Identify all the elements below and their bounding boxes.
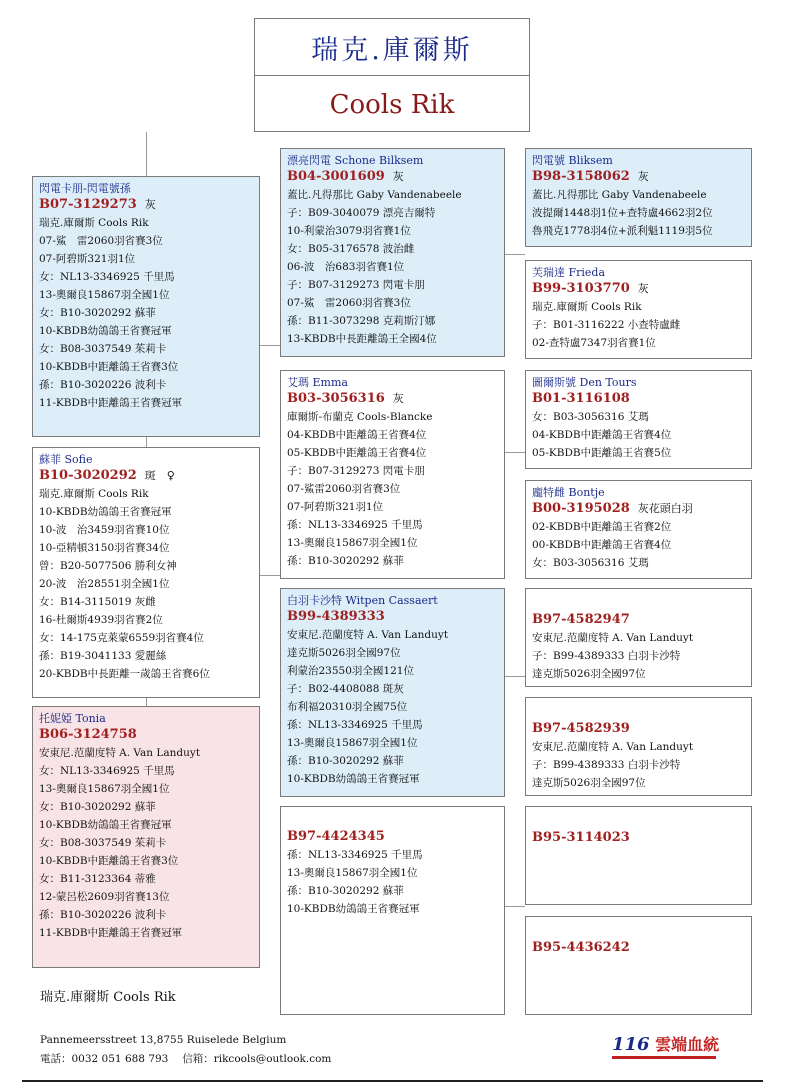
pedigree-line: 02-KBDB中距離鴿王省賽2位 (532, 521, 672, 533)
pedigree-line: 00-KBDB中距離鴿王省賽4位 (532, 539, 672, 551)
pedigree-line: 16-杜爾斯4939羽省賽2位 (39, 614, 163, 626)
pedigree-line: 10-KBDB幼鴿鴿王省賽冠軍 (39, 325, 172, 337)
pigeon-name: 漂亮閃電 Schone Bilksem (287, 154, 424, 167)
pedigree-line: 孫：B10-3020292 蘇菲 (287, 555, 404, 567)
pedigree-line: 女：14-175克萊蒙6559羽省賽4位 (39, 632, 204, 644)
ring-number: B95-3114023 (532, 830, 630, 845)
pedigree-line: 女：B11-3123364 蒂雅 (39, 873, 156, 885)
pedigree-box-ssd (525, 260, 752, 359)
ring-number: B99-4389333 (287, 609, 385, 624)
pedigree-line: 13-奧爾良15867羽全國1位 (287, 867, 418, 879)
connector-line (146, 132, 147, 176)
pedigree-line: 13-奧爾良15867羽全國1位 (287, 737, 418, 749)
ring-number: B97-4582947 (532, 612, 630, 627)
pedigree-line: 20-KBDB中長距離一歲鴿王省賽6位 (39, 668, 210, 680)
ring-number: B10-3020292 斑 ♀ (39, 468, 175, 483)
ring-number: B04-3001609 灰 (287, 169, 404, 184)
pedigree-line: 10-KBDB中距離鴿王省賽3位 (39, 855, 179, 867)
pedigree-line: 02-查特盧7347羽省賽1位 (532, 337, 656, 349)
title-box (254, 18, 530, 132)
pedigree-line: 11-KBDB中距離鴿王省賽冠軍 (39, 397, 183, 409)
pedigree-line: 安東尼.范蘭度特 A. Van Landuyt (532, 741, 694, 753)
pigeon-name: 圖爾斯號 Den Tours (532, 376, 637, 389)
pedigree-line: 利蒙治23550羽全國121位 (287, 665, 414, 677)
ring-number: B01-3116108 (532, 391, 630, 406)
pedigree-box-ddd (525, 916, 752, 1015)
pedigree-line: 布利福20310羽全國75位 (287, 701, 408, 713)
pedigree-line: 女：B10-3020292 蘇菲 (39, 307, 156, 319)
pedigree-line: 04-KBDB中距離鴿王省賽4位 (287, 429, 427, 441)
pedigree-line: 11-KBDB中距離鴿王省賽冠軍 (39, 927, 183, 939)
pedigree-line: 12-蒙呂松2609羽省賽13位 (39, 891, 170, 903)
pigeon-color: 灰花頭白羽 (637, 502, 693, 515)
pedigree-line: 孫：B10-3020226 波利卡 (39, 379, 167, 391)
pigeon-color: 灰 (637, 282, 649, 295)
pedigree-line: 10-KBDB幼鴿鴿王省賽冠軍 (39, 819, 172, 831)
pedigree-line: 達克斯5026羽全國97位 (532, 777, 646, 789)
pedigree-line: 女：NL13-3346925 千里馬 (39, 271, 175, 283)
pigeon-name: 托妮婭 Tonia (39, 712, 106, 725)
pedigree-box-sire-sire (280, 148, 505, 357)
pedigree-box-sire-dam (280, 370, 505, 579)
pedigree-line: 13-KBDB中長距離鴿王全國4位 (287, 333, 437, 345)
pigeon-color: 灰 (392, 392, 404, 405)
logo-underline (612, 1056, 716, 1059)
title-chinese: 瑞克.庫爾斯 (255, 19, 529, 76)
pigeon-name: 龐特雌 Bontje (532, 486, 605, 499)
pigeon-name: 芙瑞達 Frieda (532, 266, 606, 279)
pedigree-line: 10-KBDB幼鴿鴿王省賽冠軍 (287, 903, 420, 915)
pedigree-line: 05-KBDB中距離鴿王省賽4位 (287, 447, 427, 459)
connector-line (260, 345, 280, 346)
pedigree-line: 子：B99-4389333 白羽卡沙特 (532, 759, 681, 771)
pedigree-line: 女：NL13-3346925 千里馬 (39, 765, 175, 777)
pedigree-line: 波提爾1448羽1位+查特盧4662羽2位 (532, 207, 713, 219)
pigeon-color: 灰 (392, 170, 404, 183)
pigeon-color: 斑 ♀ (144, 469, 175, 482)
pedigree-box-sds (525, 370, 752, 469)
connector-line (146, 437, 147, 447)
pedigree-line: 蓋比.凡得那比 Gaby Vandenabeele (532, 189, 707, 201)
pedigree-line: 子：B07-3129273 閃電卡朋 (287, 279, 425, 291)
pedigree-line: 女：B03-3056316 艾瑪 (532, 557, 649, 569)
pigeon-name: 蘇菲 Sofie (39, 453, 93, 466)
ring-number: B03-3056316 灰 (287, 391, 404, 406)
pedigree-line: 女：B03-3056316 艾瑪 (532, 411, 649, 423)
pedigree-box-dam-dam (280, 806, 505, 1015)
pigeon-name: 閃電號 Bliksem (532, 154, 613, 167)
pedigree-line: 子：B01-3116222 小查特盧雌 (532, 319, 681, 331)
pedigree-line: 達克斯5026羽全國97位 (287, 647, 401, 659)
footer-address: Pannemeersstreet 13,8755 Ruiselede Belgium (40, 1034, 287, 1046)
pedigree-line: 子：B07-3129273 閃電卡朋 (287, 465, 425, 477)
pedigree-line: 庫爾斯-布蘭克 Cools-Blancke (287, 411, 433, 423)
pedigree-line: 子：B09-3040079 漂亮吉爾特 (287, 207, 436, 219)
pedigree-line: 女：B10-3020292 蘇菲 (39, 801, 156, 813)
pedigree-line: 孫：NL13-3346925 千里馬 (287, 849, 423, 861)
pedigree-line: 孫：B10-3020292 蘇菲 (287, 885, 404, 897)
pedigree-line: 07-鯊雷2060羽省賽3位 (287, 483, 401, 495)
pedigree-line: 05-KBDB中距離鴿王省賽5位 (532, 447, 672, 459)
pedigree-line: 蓋比.凡得那比 Gaby Vandenabeele (287, 189, 462, 201)
pedigree-line: 13-奧爾良15867羽全國1位 (39, 289, 170, 301)
pigeon-name: 閃電卡朋-閃電號孫 (39, 182, 131, 195)
pedigree-line: 10-KBDB中距離鴿王省賽3位 (39, 361, 179, 373)
pedigree-line: 10-波 治3459羽省賽10位 (39, 524, 170, 536)
connector-line (146, 698, 147, 706)
pigeon-color: 灰 (144, 198, 156, 211)
pedigree-line: 10-KBDB幼鴿鴿王省賽冠軍 (287, 773, 420, 785)
ring-number: B97-4582939 (532, 721, 630, 736)
pedigree-line: 13-奧爾良15867羽全國1位 (287, 537, 418, 549)
pedigree-box-dsd (525, 697, 752, 796)
pedigree-box-dam (32, 447, 260, 698)
pigeon-name: 艾瑪 Emma (287, 376, 348, 389)
pedigree-box-dds (525, 806, 752, 905)
pedigree-line: 07-阿碧斯321羽1位 (39, 253, 136, 265)
pedigree-line: 子：B02-4408088 斑灰 (287, 683, 404, 695)
pedigree-line: 10-利蒙治3079羽省賽1位 (287, 225, 411, 237)
logo-number: 116 (612, 1034, 650, 1055)
pedigree-line: 孫：NL13-3346925 千里馬 (287, 719, 423, 731)
connector-line (505, 452, 525, 453)
pedigree-line: 20-波 治28551羽全國1位 (39, 578, 170, 590)
pedigree-line: 孫：B19-3041133 愛麗絲 (39, 650, 167, 662)
owner-name: 瑞克.庫爾斯 Cools Rik (40, 990, 176, 1005)
pedigree-line: 04-KBDB中距離鴿王省賽4位 (532, 429, 672, 441)
pedigree-line: 07-阿碧斯321羽1位 (287, 501, 384, 513)
connector-line (505, 676, 525, 677)
pedigree-line: 孫：B10-3020226 波利卡 (39, 909, 167, 921)
ring-number: B99-3103770 灰 (532, 281, 649, 296)
pedigree-box-dam-sire (280, 588, 505, 797)
pedigree-line: 女：B08-3037549 茱莉卡 (39, 837, 167, 849)
pedigree-line: 曾：B20-5077506 勝利女神 (39, 560, 177, 572)
pedigree-line: 瑞克.庫爾斯 Cools Rik (39, 488, 149, 500)
pedigree-line: 06-波 治683羽省賽1位 (287, 261, 405, 273)
pedigree-line: 安東尼.范蘭度特 A. Van Landuyt (287, 629, 449, 641)
connector-line (505, 906, 525, 907)
pedigree-line: 瑞克.庫爾斯 Cools Rik (532, 301, 642, 313)
pedigree-box-sss (525, 148, 752, 247)
pedigree-line: 安東尼.范蘭度特 A. Van Landuyt (532, 632, 694, 644)
ring-number: B95-4436242 (532, 940, 630, 955)
pedigree-line: 10-KBDB幼鴿鴿王省賽冠軍 (39, 506, 172, 518)
connector-line (260, 575, 280, 576)
pedigree-box-dss (525, 588, 752, 687)
pigeon-color: 灰 (637, 170, 649, 183)
pedigree-box-sdd (525, 480, 752, 579)
pedigree-line: 10-亞精頓3150羽省賽34位 (39, 542, 170, 554)
pedigree-line: 女：B14-3115019 灰雌 (39, 596, 156, 608)
pedigree-line: 孫：NL13-3346925 千里馬 (287, 519, 423, 531)
connector-line (505, 254, 525, 255)
pedigree-line: 瑞克.庫爾斯 Cools Rik (39, 217, 149, 229)
pedigree-line: 07-鯊 雷2060羽省賽3位 (287, 297, 411, 309)
pedigree-line: 魯飛克1778羽4位+派利魁1119羽5位 (532, 225, 713, 237)
bottom-divider (22, 1080, 763, 1082)
pedigree-box-granddam (32, 706, 260, 968)
logo-text: 雲端血統 (655, 1035, 720, 1054)
ring-number: B07-3129273 灰 (39, 197, 156, 212)
pedigree-line: 安東尼.范蘭度特 A. Van Landuyt (39, 747, 201, 759)
ring-number: B97-4424345 (287, 829, 385, 844)
pedigree-line: 07-鯊 雷2060羽省賽3位 (39, 235, 163, 247)
pedigree-box-sire (32, 176, 260, 437)
ring-number: B00-3195028 灰花頭白羽 (532, 501, 693, 516)
pedigree-line: 孫：B10-3020292 蘇菲 (287, 755, 404, 767)
pigeon-name: 白羽卡沙特 Witpen Cassaert (287, 594, 438, 607)
pedigree-line: 女：B05-3176578 波治雌 (287, 243, 415, 255)
brand-logo (612, 1032, 719, 1059)
pedigree-line: 女：B08-3037549 茱莉卡 (39, 343, 167, 355)
ring-number: B98-3158062 灰 (532, 169, 649, 184)
pedigree-line: 13-奧爾良15867羽全國1位 (39, 783, 170, 795)
pedigree-line: 孫：B11-3073298 克莉斯汀娜 (287, 315, 436, 327)
pedigree-line: 達克斯5026羽全國97位 (532, 668, 646, 680)
pedigree-line: 子：B99-4389333 白羽卡沙特 (532, 650, 681, 662)
ring-number: B06-3124758 (39, 727, 137, 742)
title-english: Cools Rik (329, 89, 455, 120)
footer-contact: 電話：0032 051 688 793 信箱：rikcools@outlook.com (40, 1053, 332, 1065)
